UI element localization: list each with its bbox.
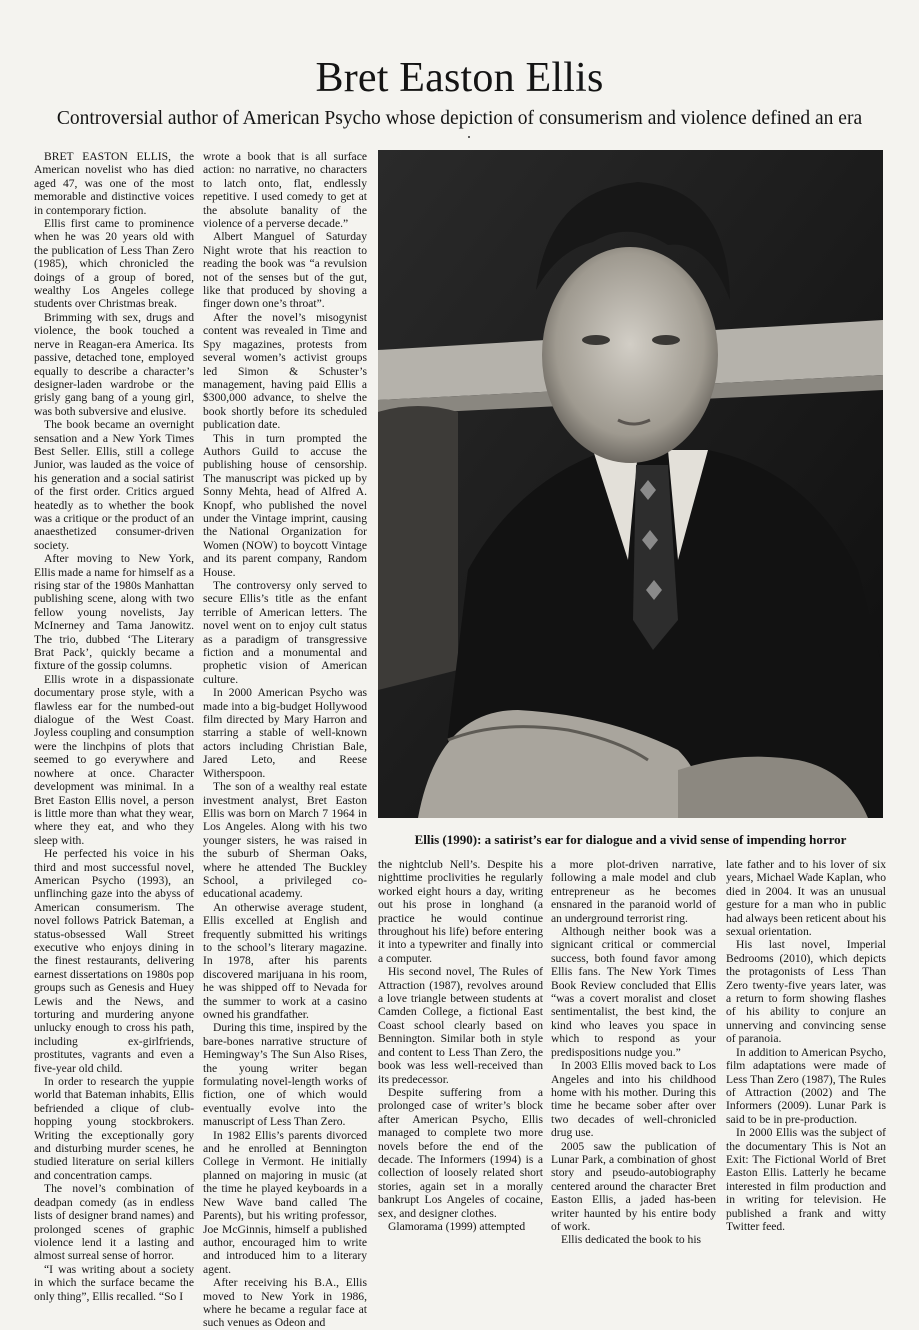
- paragraph: After the novel’s misogynist content was revealed in Time and Spy magazines, protests from several women’s activist groups led Simon & Schuster’s management, having paid Ellis a $300,000 advance, to shelve the book shortly before its scheduled publication date.: [203, 310, 367, 432]
- paragraph: In 2000 American Psycho was made into a big-budget Hollywood film directed by Mary Harron and starring a stable of well-known actors including Christian Bale, Jared Leto, and Reese Witherspoon.: [203, 686, 367, 780]
- paragraph: After moving to New York, Ellis made a name for himself as a rising star of the 1980s Manhattan publishing scene, along with two fellow young novelists, Jay McInerney and Tama Janowitz. The trio, dubbed ‘The Literary Brat Pack’, quickly became a fixture of the gossip columns.: [34, 552, 195, 673]
- paragraph: In 2003 Ellis moved back to Los Angeles and into his childhood home with his mother. During this time he became sober after over two decades of well-chronicled drug use.: [551, 1059, 716, 1140]
- paragraph: Brimming with sex, drugs and violence, the book touched a nerve in Reagan-era America. Its passive, detached tone, employed equally to describe a character’s designer-laden wardrobe or the grisly gang bang of a young girl, was both subversive and elusive.: [34, 310, 194, 418]
- paragraph: a more plot-driven narrative, following a male model and club entrepreneur as he becomes ensnared in the paranoid world of an underground terrorist ring.: [551, 858, 716, 925]
- paragraph: His second novel, The Rules of Attraction (1987), revolves around a love triangle between students at Camden College, a fictional East Coast school clearly based on Bennington. Similar both in style and content to Less Than Zero, the book was less well-received than its predecessor.: [378, 965, 543, 1086]
- text-column-2: [203, 150, 367, 1330]
- author-photo: [378, 150, 883, 818]
- text-column-1: [34, 150, 195, 1303]
- paragraph: Despite suffering from a prolonged case of writer’s block after American Psycho, Ellis managed to complete two more novels before the end of the decade. The Informers (1994) is a collection of loosely related short stories, again set in a morally bankrupt Los Angeles of cocaine, sex, and designer clothes.: [378, 1085, 543, 1220]
- paragraph: Albert Manguel of Saturday Night wrote that his reaction to reading the book was “a revulsion not of the senses but of the gut, like that produced by shoving a finger down one’s throat”.: [203, 230, 367, 311]
- paragraph: This in turn prompted the Authors Guild to accuse the publishing house of censorship. The manuscript was picked up by Sonny Mehta, head of Alfred A. Knopf, who published the novel under the Vintage imprint, causing the National Organization for Women (NOW) to boycott Vintage and its parent company, Random House.: [203, 431, 367, 579]
- paragraph: He perfected his voice in his third and most successful novel, American Psycho (1993), an unflinching gaze into the abyss of American consumerism. The novel follows Patrick Bateman, a status-obsessed Wall Street executive who enjoys dining in the finest restaurants, delivering earnest dissertations on 1980s pop groups such as Genesis and Huey Lewis and the News, and torturing and murdering anyone unlucky enough to cross his path, including ex-girlfriends, prostitutes, vagrants and even a five-year old child.: [34, 847, 194, 1075]
- paragraph: The son of a wealthy real estate investment analyst, Bret Easton Ellis was born on March 7 1964 in Los Angeles. Along with his two younger sisters, he was raised in the suburb of Sherman Oaks, where he attended The Buckley School, a privileged co-educational academy.: [203, 780, 367, 901]
- paragraph: After receiving his B.A., Ellis moved to New York in 1986, where he became a regular face at such venues as Odeon and: [203, 1276, 367, 1330]
- paragraph: BRET EASTON ELLIS, the American novelist who has died aged 47, was one of the most memorable and distinctive voices in contemporary fiction.: [34, 150, 194, 217]
- paragraph: The book became an overnight sensation and a New York Times Best Seller. Ellis, still a college Junior, was lauded as the voice of his generation and a social satirist of the first order. Critics argued heatedly as to whether the book was a critique or the product of an anaesthetized consumer-driven society.: [34, 418, 194, 552]
- paragraph: wrote a book that is all surface action: no narrative, no characters to latch onto, flat, endlessly repetitive. I used comedy to get at the absolute banality of the violence of a perverse decade.”: [203, 150, 367, 231]
- paragraph: Ellis first came to prominence when he was 20 years old with the publication of Less Than Zero (1985), which chronicled the doings of a group of bored, wealthy Los Angeles college students over Christmas break.: [34, 217, 194, 311]
- paragraph: In order to research the yuppie world that Bateman inhabits, Ellis befriended a clique of club-hopping young stockbrokers. Writing the exceptionally gory and disturbing murder scenes, he studied literature on serial killers and concentration camps.: [34, 1075, 194, 1182]
- paragraph: late father and to his lover of six years, Michael Wade Kaplan, who died in 2004. It was an unusual gesture for a man who in public had always been reticent about his sexual orientation.: [726, 858, 886, 939]
- paragraph: In addition to American Psycho, film adaptations were made of Less Than Zero (1987), The Rules of Attraction (2002) and The Informers (2009). Lunar Park is said to be in pre-production.: [726, 1045, 886, 1126]
- paragraph: 2005 saw the publication of Lunar Park, a combination of ghost story and pseudo-autobiography centered around the character Bret Easton Ellis, a jaded has-been writer haunted by his entire body of work.: [551, 1139, 716, 1233]
- standfirst: Controversial author of American Psycho whose depiction of consumerism and violence defined an era: [56, 108, 863, 129]
- paragraph: Glamorama (1999) attempted: [388, 1219, 526, 1233]
- paragraph: In 1982 Ellis’s parents divorced and he enrolled at Bennington College in Vermont. He initially planned on majoring in music (at the time he played keyboards in a New Wave band called The Parents), but his writing professor, Joe McGinnis, himself a published author, encouraged him to write and introduced him to a literary agent.: [203, 1128, 367, 1276]
- text-column-4: [551, 858, 716, 1247]
- paragraph: “I was writing about a society in which the surface became the only thing”, Ellis recalled. “So I: [34, 1262, 194, 1303]
- paragraph: Although neither book was a signicant critical or commercial success, both found favor among Ellis fans. The New York Times Book Review concluded that Ellis “was a covert moralist and closet sentimentalist, the best kind, the kind who leaves you space in which to respond as your predispositions nudge you.”: [551, 925, 716, 1059]
- photo-caption: Ellis (1990): a satirist’s ear for dialogue and a vivid sense of impending horror: [414, 832, 847, 847]
- paragraph: The novel’s combination of deadpan comedy (as in endless lists of designer brand names) and prolonged scenes of graphic violence lend it a lasting and almost surreal sense of horror.: [34, 1182, 194, 1263]
- text-column-5: [726, 858, 886, 1233]
- paragraph: Ellis dedicated the book to his: [561, 1233, 702, 1247]
- paragraph: Ellis wrote in a dispassionate documentary prose style, with a flawless ear for the numbed-out dialogue of the West Coast. Joyless coupling and consumption were the linchpins of plots that seemed to go everywhere and nowhere at once. Character development was minimal. In a Bret Easton Ellis novel, a person is little more than what they wear, where they eat, and who they sleep with.: [34, 672, 194, 847]
- text-column-3: [378, 858, 543, 1233]
- paragraph: In 2000 Ellis was the subject of the documentary This is Not an Exit: The Fictional World of Bret Easton Ellis. Latterly he became interested in film production and in writing for television. He published a frank and witty Twitter feed.: [726, 1126, 886, 1233]
- headline: Bret Easton Ellis: [315, 55, 604, 101]
- paragraph: the nightclub Nell’s. Despite his nighttime proclivities he regularly worked eight hours a day, writing out his prose in longhand (a practice he would continue throughout his life) before entering it into a typewriter and finally into a computer.: [378, 858, 543, 965]
- paragraph: The controversy only served to secure Ellis’s title as the enfant terrible of American letters. The novel went on to enjoy cult status as a paradigm of transgressive fiction and a monumental and prophetic vision of American culture.: [203, 579, 367, 686]
- paragraph: An otherwise average student, Ellis excelled at English and frequently submitted his writings to the school’s literary magazine. In 1978, after his parents discovered marijuana in his room, he was shipped off to Nevada for the summer to work at a casino owned his grandfather.: [203, 900, 367, 1021]
- stray-dot: [468, 136, 470, 138]
- paragraph: His last novel, Imperial Bedrooms (2010), which depicts the protagonists of Less Than Zero twenty-five years later, was a return to form showing flashes of his ability to conjure an unnerving and convincing sense of paranoia.: [726, 938, 886, 1046]
- paragraph: During this time, inspired by the bare-bones narrative structure of Hemingway’s The Sun Also Rises, the young writer began formulating novel-length works of fiction, one of which would eventually evolve into the manuscript of Less Than Zero.: [203, 1021, 367, 1129]
